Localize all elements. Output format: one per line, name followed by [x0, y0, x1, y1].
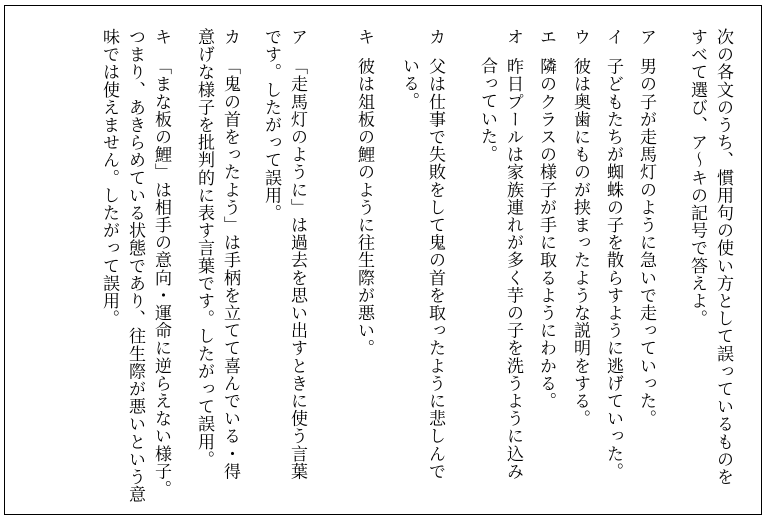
option-label: オ	[503, 28, 523, 46]
explanation-label: ア	[287, 28, 307, 46]
explanation-text: 「鬼の首をったよう」は手柄を立てて喜んでいる・得	[220, 57, 240, 481]
option-text: 昨日プールは家族連れが多く芋の子を洗うように込み	[503, 57, 523, 481]
explanation-ki-line-1	[152, 28, 169, 498]
question-line-2: すべて選び、ア～キの記号で答えよ。	[687, 28, 707, 328]
explanation-text: 「走馬灯のように」は過去を思い出すときに使う言葉	[287, 57, 307, 481]
option-label: ア	[636, 28, 656, 46]
option-text: 男の子が走馬灯のように急いで走っていった。	[636, 57, 656, 428]
explanation-ki-line-3: 味では使えません。したがって誤用。	[99, 28, 119, 328]
explanation-a-line-2: です。したがって誤用。	[261, 28, 281, 222]
option-a	[637, 28, 654, 427]
document-page	[4, 5, 762, 515]
option-text: 子どもたちが蜘蛛の子を散らすように逃げていった。	[603, 57, 623, 481]
option-label: キ	[354, 28, 374, 46]
option-ka-line-1	[426, 28, 443, 480]
explanation-ki-line-2: つまり、あきらめている状態であり、往生際が悪いという意	[125, 28, 145, 504]
explanation-label: キ	[151, 28, 171, 46]
option-label: エ	[536, 28, 556, 46]
explanation-ka-line-1	[221, 28, 238, 480]
option-text: 隣のクラスの様子が手に取るようにわかる。	[536, 57, 556, 410]
explanation-a-line-1	[288, 28, 305, 480]
option-ki	[355, 28, 372, 357]
option-text: 彼は奥歯にものが挟まったような説明をする。	[570, 57, 590, 428]
question-line-1: 次の各文のうち、慣用句の使い方として誤っているものを	[713, 28, 733, 486]
explanation-text: 「まな板の鯉」は相手の意向・運命に逆らえない様子。	[151, 57, 171, 498]
option-o-line-1	[504, 28, 521, 480]
explanation-label: カ	[220, 28, 240, 46]
option-text: 彼は俎板の鯉のように往生際が悪い。	[354, 57, 374, 357]
option-ka-line-2: いる。	[399, 57, 419, 110]
option-text: 父は仕事で失敗をして鬼の首を取ったように悲しんで	[425, 57, 445, 481]
explanation-ka-line-2: 意げな様子を批判的に表す言葉です。したがって誤用。	[194, 28, 214, 468]
option-label: イ	[603, 28, 623, 46]
option-o-line-2: 合っていた。	[477, 57, 497, 163]
option-e	[537, 28, 554, 410]
option-label: ウ	[570, 28, 590, 46]
option-label: カ	[425, 28, 445, 46]
option-i	[604, 28, 621, 480]
option-u	[571, 28, 588, 427]
